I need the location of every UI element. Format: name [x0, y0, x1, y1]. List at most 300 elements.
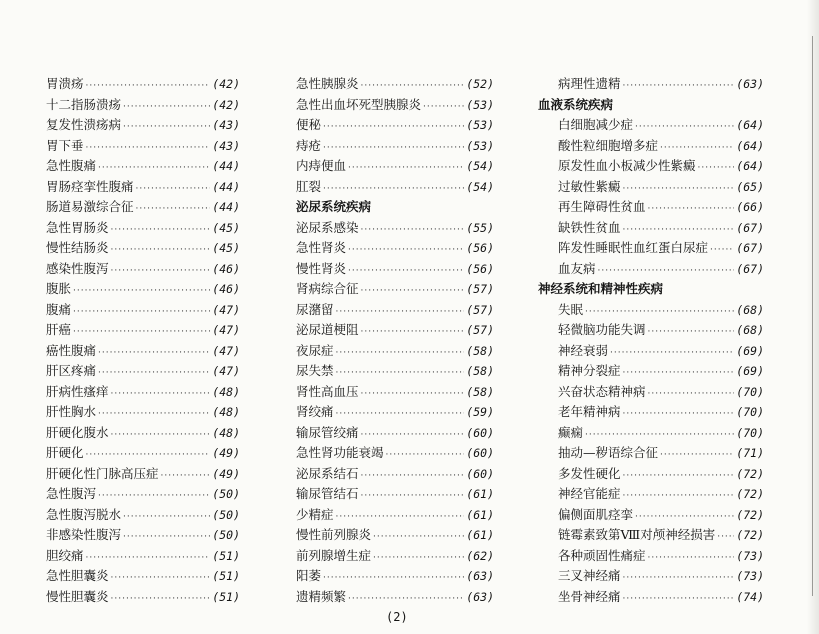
entry-title: 肝硬化腹水: [46, 424, 109, 440]
entry-title: 多发性硬化: [558, 465, 621, 481]
entry-page: (53): [466, 118, 494, 132]
entry-page: (56): [466, 241, 494, 255]
toc-entry: [538, 423, 764, 444]
page-edge-shadow: [807, 0, 819, 634]
entry-page: (57): [466, 323, 494, 337]
entry-title: 肝区疼痛: [46, 363, 97, 378]
entry-title: 神经衰弱: [558, 342, 609, 358]
entry-page: (58): [466, 364, 494, 378]
entry-title: 泌尿系感染: [296, 219, 359, 235]
entry-page: (50): [212, 507, 240, 522]
toc-entry: [296, 74, 494, 95]
toc-entry: [296, 95, 494, 116]
toc-column-3: [538, 74, 764, 607]
entry-page: (68): [736, 323, 764, 337]
toc-entry: [296, 136, 494, 157]
entry-page: (59): [466, 405, 494, 419]
entry-title: 急性腹痛: [46, 158, 97, 173]
leader-dots: [73, 327, 210, 337]
entry-page: (69): [736, 364, 764, 378]
toc-entry: [296, 259, 494, 280]
entry-page: (64): [736, 118, 764, 132]
entry-title: 各种顽固性痛症: [558, 547, 646, 563]
entry-page: (48): [212, 384, 240, 399]
entry-page: (61): [466, 487, 494, 501]
leader-dots: [648, 327, 735, 337]
entry-page: (51): [212, 548, 240, 563]
leader-dots: [111, 245, 211, 255]
entry-page: (49): [212, 466, 240, 481]
toc-entry: [46, 464, 240, 485]
leader-dots: [623, 491, 735, 501]
leader-dots: [98, 409, 210, 419]
entry-title: 抽动—秽语综合征: [558, 445, 659, 460]
leader-dots: [623, 184, 735, 194]
entry-title: 过敏性紫癜: [558, 178, 621, 194]
leader-dots: [660, 143, 734, 153]
leader-dots: [373, 553, 464, 563]
entry-title: 肝病性瘙痒: [46, 383, 109, 399]
entry-title: 腹胀: [46, 281, 72, 296]
toc-entry: [296, 156, 494, 177]
toc-entry: [296, 464, 494, 485]
leader-dots: [86, 81, 211, 91]
leader-dots: [610, 348, 734, 358]
entry-title: 遗精频繁: [296, 588, 347, 604]
entry-page: (49): [212, 446, 240, 460]
toc-entry: [538, 361, 764, 382]
entry-page: (47): [212, 302, 240, 317]
entry-title: 坐骨神经痛: [558, 588, 621, 604]
toc-entry: [46, 300, 240, 321]
entry-page: (42): [212, 77, 240, 91]
leader-dots: [361, 81, 465, 91]
leader-dots: [386, 450, 465, 460]
entry-title: 链霉素致第Ⅷ对颅神经损害: [558, 527, 716, 542]
entry-page: (63): [466, 589, 494, 604]
leader-dots: [73, 307, 210, 317]
entry-title: 复发性溃疡病: [46, 117, 122, 132]
entry-title: 血友病: [558, 260, 596, 276]
entry-title: 泌尿系结石: [296, 465, 359, 481]
entry-page: (60): [466, 466, 494, 481]
toc-entry: [46, 443, 240, 464]
leader-dots: [698, 163, 735, 173]
toc-entry: [46, 218, 240, 239]
toc-entry: [538, 259, 764, 280]
leader-dots: [598, 266, 735, 276]
page-number: (2): [386, 610, 408, 624]
toc-entry: [538, 197, 764, 218]
toc-entry: [46, 320, 240, 341]
toc-entry: [296, 423, 494, 444]
leader-dots: [336, 512, 465, 522]
toc-entry: [46, 197, 240, 218]
leader-dots: [623, 471, 735, 481]
toc-entry: [538, 320, 764, 341]
entry-page: (43): [212, 118, 240, 132]
toc-entry: [538, 587, 764, 608]
leader-dots: [323, 122, 464, 132]
entry-page: (63): [466, 569, 494, 583]
toc-entry: [296, 484, 494, 505]
leader-dots: [623, 368, 735, 378]
leader-dots: [648, 204, 735, 214]
entry-page: (44): [212, 159, 240, 173]
entry-title: 输尿管绞痛: [296, 424, 359, 440]
toc-entry: [538, 443, 764, 464]
leader-dots: [348, 245, 464, 255]
entry-page: (58): [466, 384, 494, 399]
toc-entry: [46, 566, 240, 587]
entry-title: 急性胆囊炎: [46, 568, 109, 583]
entry-title: 阳萎: [296, 568, 322, 583]
leader-dots: [323, 184, 464, 194]
leader-dots: [623, 409, 735, 419]
toc-entry: [538, 525, 764, 546]
toc-section-heading: [538, 95, 764, 116]
leader-dots: [98, 348, 210, 358]
toc-entry: [46, 402, 240, 423]
entry-title: 急性腹泻: [46, 486, 97, 501]
entry-title: 癫痫: [558, 424, 584, 440]
entry-title: 胃溃疡: [46, 76, 84, 91]
toc-entry: [46, 505, 240, 526]
toc-entry: [46, 546, 240, 567]
entry-page: (62): [466, 548, 494, 563]
leader-dots: [86, 553, 211, 563]
entry-page: (52): [466, 77, 494, 91]
toc-entry: [296, 115, 494, 136]
entry-page: (69): [736, 343, 764, 358]
leader-dots: [361, 225, 465, 235]
toc-entry: [46, 259, 240, 280]
entry-title: 输尿管结石: [296, 486, 359, 501]
leader-dots: [648, 553, 735, 563]
toc-entry: [296, 382, 494, 403]
toc-section-heading: [296, 197, 494, 218]
entry-page: (60): [466, 425, 494, 440]
entry-title: 痔疮: [296, 137, 322, 153]
leader-dots: [161, 471, 211, 481]
leader-dots: [361, 430, 465, 440]
entry-page: (73): [736, 548, 764, 563]
entry-page: (72): [736, 487, 764, 501]
entry-page: (55): [466, 220, 494, 235]
toc-entry: [46, 177, 240, 198]
entry-page: (65): [736, 179, 764, 194]
toc-entry: [296, 341, 494, 362]
leader-dots: [98, 163, 210, 173]
page-edge-line: [812, 36, 813, 596]
toc-entry: [538, 177, 764, 198]
leader-dots: [323, 573, 464, 583]
toc-entry: [538, 74, 764, 95]
entry-page: (70): [736, 425, 764, 440]
entry-page: (44): [212, 179, 240, 194]
entry-title: 偏侧面肌痉挛: [558, 506, 634, 522]
toc-entry: [46, 115, 240, 136]
leader-dots: [123, 122, 210, 132]
leader-dots: [111, 225, 211, 235]
leader-dots: [111, 594, 211, 604]
leader-dots: [73, 286, 210, 296]
entry-page: (57): [466, 302, 494, 317]
entry-page: (64): [736, 138, 764, 153]
entry-title: 内痔便血: [296, 158, 347, 173]
leader-dots: [361, 471, 465, 481]
entry-page: (42): [212, 97, 240, 112]
leader-dots: [623, 573, 735, 583]
entry-title: 肾性高血压: [296, 383, 359, 399]
leader-dots: [373, 532, 464, 542]
leader-dots: [136, 204, 211, 214]
leader-dots: [111, 389, 211, 399]
entry-page: (54): [466, 179, 494, 194]
entry-page: (51): [212, 589, 240, 604]
entry-title: 肝硬化: [46, 445, 84, 460]
leader-dots: [136, 184, 211, 194]
entry-page: (67): [736, 220, 764, 235]
toc-entry: [538, 341, 764, 362]
toc-entry: [538, 464, 764, 485]
entry-page: (54): [466, 159, 494, 173]
toc-entry: [46, 156, 240, 177]
entry-title: 白细胞减少症: [558, 117, 634, 132]
toc-entry: [296, 566, 494, 587]
leader-dots: [717, 532, 734, 542]
toc-entry: [46, 341, 240, 362]
leader-dots: [86, 450, 211, 460]
toc-entry: [296, 587, 494, 608]
entry-title: 非感染性腹泻: [46, 527, 122, 542]
toc-entry: [296, 546, 494, 567]
entry-title: 再生障碍性贫血: [558, 199, 646, 214]
entry-page: (51): [212, 569, 240, 583]
entry-title: 老年精神病: [558, 404, 621, 419]
toc-entry: [46, 423, 240, 444]
entry-title: 失眠: [558, 301, 584, 317]
toc-entry: [46, 279, 240, 300]
leader-dots: [336, 348, 465, 358]
leader-dots: [623, 594, 735, 604]
toc-entry: [46, 238, 240, 259]
entry-page: (74): [736, 589, 764, 604]
toc-entry: [538, 238, 764, 259]
entry-page: (50): [212, 528, 240, 542]
toc-entry: [538, 382, 764, 403]
entry-page: (68): [736, 302, 764, 317]
leader-dots: [86, 143, 211, 153]
entry-page: (50): [212, 487, 240, 501]
entry-page: (45): [212, 220, 240, 235]
entry-page: (72): [736, 466, 764, 481]
toc-entry: [538, 136, 764, 157]
entry-page: (57): [466, 282, 494, 296]
entry-title: 腹痛: [46, 301, 72, 317]
toc-entry: [538, 115, 764, 136]
toc-entry: [46, 382, 240, 403]
toc-column-1: [46, 74, 240, 607]
entry-title: 阵发性睡眠性血红蛋白尿症: [558, 240, 709, 255]
entry-page: (58): [466, 343, 494, 358]
entry-title: 胃下垂: [46, 137, 84, 153]
toc-entry: [538, 505, 764, 526]
entry-page: (67): [736, 261, 764, 276]
entry-title: 原发性血小板减少性紫癜: [558, 158, 696, 173]
leader-dots: [111, 266, 211, 276]
entry-title: 慢性胆囊炎: [46, 588, 109, 604]
entry-page: (47): [212, 343, 240, 358]
entry-page: (48): [212, 405, 240, 419]
toc-entry: [296, 443, 494, 464]
leader-dots: [336, 307, 465, 317]
entry-title: 肾绞痛: [296, 404, 334, 419]
toc-entry: [296, 300, 494, 321]
entry-page: (60): [466, 446, 494, 460]
toc-section-heading: [538, 279, 764, 300]
toc-entry: [46, 587, 240, 608]
leader-dots: [361, 286, 465, 296]
entry-title: 夜尿症: [296, 342, 334, 358]
entry-title: 肝性胸水: [46, 404, 97, 419]
entry-title: 急性出血坏死型胰腺炎: [296, 96, 422, 112]
entry-page: (56): [466, 261, 494, 276]
entry-title: 急性胃肠炎: [46, 219, 109, 235]
entry-page: (72): [736, 528, 764, 542]
entry-title: 急性胰腺炎: [296, 76, 359, 91]
leader-dots: [348, 594, 464, 604]
leader-dots: [98, 491, 210, 501]
leader-dots: [660, 450, 734, 460]
entry-title: 病理性遗精: [558, 76, 621, 91]
entry-title: 前列腺增生症: [296, 547, 372, 563]
entry-title: 缺铁性贫血: [558, 219, 621, 235]
toc-entry: [538, 402, 764, 423]
toc-entry: [46, 136, 240, 157]
entry-page: (67): [736, 241, 764, 255]
entry-page: (63): [736, 77, 764, 91]
toc-entry: [296, 525, 494, 546]
entry-page: (64): [736, 159, 764, 173]
entry-page: (71): [736, 446, 764, 460]
leader-dots: [111, 573, 211, 583]
leader-dots: [336, 409, 465, 419]
entry-title: 尿潴留: [296, 301, 334, 317]
leader-dots: [710, 245, 734, 255]
entry-title: 肛裂: [296, 178, 322, 194]
entry-title: 癌性腹痛: [46, 342, 97, 358]
toc-entry: [538, 484, 764, 505]
leader-dots: [123, 532, 210, 542]
entry-title: 便秘: [296, 117, 322, 132]
entry-title: 胆绞痛: [46, 547, 84, 563]
leader-dots: [423, 102, 464, 112]
toc-entry: [296, 238, 494, 259]
leader-dots: [123, 102, 210, 112]
section-title: 神经系统和精神性疾病: [538, 281, 664, 296]
leader-dots: [361, 327, 465, 337]
toc-entry: [46, 525, 240, 546]
toc-entry: [296, 279, 494, 300]
entry-title: 十二指肠溃疡: [46, 96, 122, 112]
entry-page: (53): [466, 97, 494, 112]
toc-entry: [538, 218, 764, 239]
entry-page: (66): [736, 200, 764, 214]
entry-page: (72): [736, 507, 764, 522]
entry-title: 尿失禁: [296, 363, 334, 378]
entry-title: 急性肾炎: [296, 240, 347, 255]
entry-page: (53): [466, 138, 494, 153]
leader-dots: [348, 163, 464, 173]
entry-page: (61): [466, 507, 494, 522]
entry-title: 肝癌: [46, 322, 72, 337]
entry-page: (44): [212, 200, 240, 214]
leader-dots: [585, 430, 734, 440]
entry-title: 精神分裂症: [558, 363, 621, 378]
toc-entry: [46, 74, 240, 95]
entry-title: 感染性腹泻: [46, 260, 109, 276]
entry-page: (47): [212, 323, 240, 337]
entry-title: 肾病综合征: [296, 281, 359, 296]
entry-title: 酸性粒细胞增多症: [558, 137, 659, 153]
entry-page: (48): [212, 425, 240, 440]
leader-dots: [623, 81, 735, 91]
entry-title: 肠道易激综合征: [46, 199, 134, 214]
entry-title: 兴奋状态精神病: [558, 383, 646, 399]
entry-title: 慢性结肠炎: [46, 240, 109, 255]
entry-page: (46): [212, 282, 240, 296]
entry-title: 急性腹泻脱水: [46, 506, 122, 522]
entry-title: 少精症: [296, 506, 334, 522]
toc-entry: [296, 505, 494, 526]
leader-dots: [361, 491, 465, 501]
toc-entry: [538, 566, 764, 587]
toc-entry: [538, 546, 764, 567]
entry-page: (70): [736, 384, 764, 399]
entry-page: (47): [212, 364, 240, 378]
leader-dots: [348, 266, 464, 276]
leader-dots: [123, 512, 210, 522]
toc-entry: [46, 95, 240, 116]
section-title: 血液系统疾病: [538, 96, 614, 112]
entry-title: 胃肠痉挛性腹痛: [46, 178, 134, 194]
toc-entry: [296, 361, 494, 382]
leader-dots: [323, 143, 464, 153]
toc-column-2: [296, 74, 494, 607]
leader-dots: [585, 307, 734, 317]
entry-page: (70): [736, 405, 764, 419]
toc-entry: [538, 300, 764, 321]
entry-title: 慢性前列腺炎: [296, 527, 372, 542]
entry-title: 神经官能症: [558, 486, 621, 501]
entry-title: 泌尿道梗阻: [296, 322, 359, 337]
toc-entry: [538, 156, 764, 177]
toc-entry: [296, 177, 494, 198]
leader-dots: [98, 368, 210, 378]
toc-entry: [296, 320, 494, 341]
section-title: 泌尿系统疾病: [296, 199, 372, 214]
entry-title: 轻微脑功能失调: [558, 322, 646, 337]
leader-dots: [635, 122, 734, 132]
entry-title: 急性肾功能衰竭: [296, 445, 384, 460]
entry-title: 慢性肾炎: [296, 260, 347, 276]
leader-dots: [623, 225, 735, 235]
toc-entry: [46, 484, 240, 505]
toc-entry: [46, 361, 240, 382]
entry-page: (45): [212, 241, 240, 255]
leader-dots: [635, 512, 734, 522]
